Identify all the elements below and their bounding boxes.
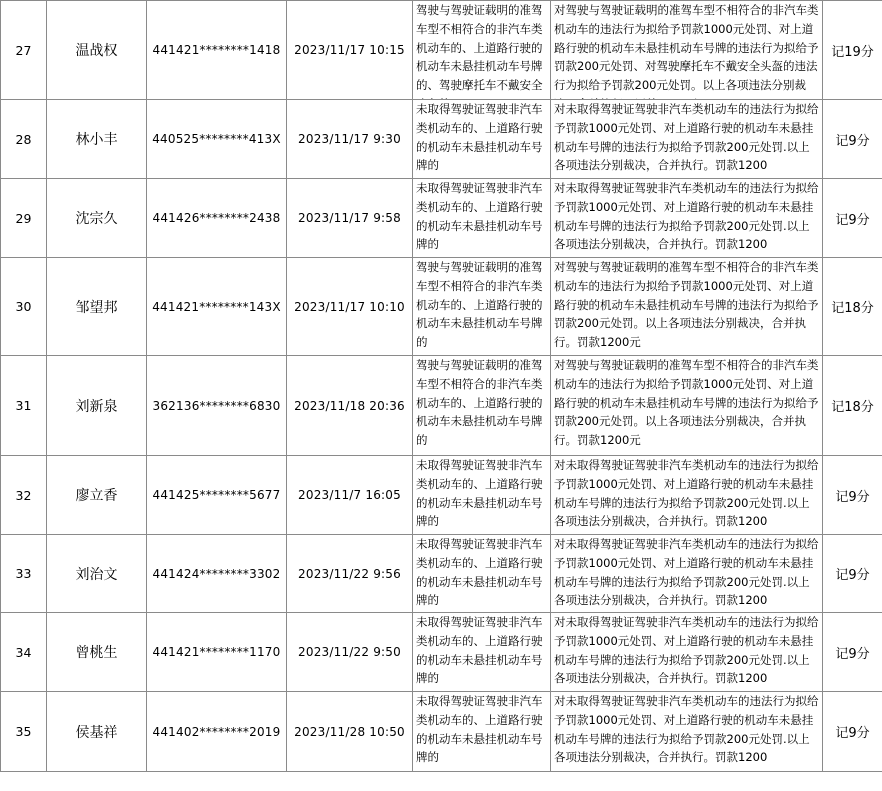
penalty-points-cell xyxy=(823,100,882,179)
table-row xyxy=(1,613,882,692)
person-name-cell xyxy=(47,535,147,613)
table-row xyxy=(1,100,882,179)
row-number-cell xyxy=(1,613,47,692)
violation-time: 2023/11/17 10:10 xyxy=(294,299,405,314)
id-number: 362136********6830 xyxy=(152,398,281,413)
row-number-cell xyxy=(1,100,47,179)
id-number: 440525********413X xyxy=(152,132,281,146)
person-name-cell xyxy=(47,692,147,772)
row-number-cell xyxy=(1,535,47,613)
row-number: 29 xyxy=(15,210,32,226)
table-row xyxy=(1,1,882,100)
id-number-cell xyxy=(147,1,287,100)
id-number-cell xyxy=(147,356,287,456)
penalty-description-cell xyxy=(551,1,823,100)
violation-time: 2023/11/28 10:50 xyxy=(294,724,405,739)
violation-time: 2023/11/17 10:15 xyxy=(294,43,405,57)
row-number: 34 xyxy=(15,644,32,660)
person-name-cell xyxy=(47,613,147,692)
penalty-points: 记9分 xyxy=(835,212,870,228)
penalty-points: 记19分 xyxy=(831,44,874,60)
violation-time-cell xyxy=(287,1,413,100)
violation-time-cell xyxy=(287,100,413,179)
violation-time-cell xyxy=(287,356,413,456)
penalty-description-cell xyxy=(551,456,823,535)
table-row xyxy=(1,456,882,535)
violation-time-cell xyxy=(287,258,413,356)
row-number: 31 xyxy=(15,398,32,413)
penalty-description: 对驾驶与驾驶证载明的准驾车型不相符合的非汽车类机动车的违法行为拟给予罚款1000元处罚、对上道路行驶的机动车未悬挂机动车号牌的违法行为拟给予罚款200元处罚、对驾驶摩托车不戴安全头盔的违法行为拟给予罚款200元处罚。以上各项违法分别裁 xyxy=(554,3,819,93)
person-name: 邹望邦 xyxy=(75,299,118,316)
penalty-description: 对未取得驾驶证驾驶非汽车类机动车的违法行为拟给予罚款1000元处罚、对上道路行驶的机动车未悬挂机动车号牌的违法行为拟给予罚款200元处罚.以上各项违法分别裁决，合并执行。罚款1200 xyxy=(554,537,819,608)
id-number: 441421********1418 xyxy=(152,43,281,57)
person-name: 沈宗久 xyxy=(75,211,118,227)
penalty-points: 记18分 xyxy=(831,301,874,316)
table-row xyxy=(1,692,882,772)
person-name: 刘新泉 xyxy=(75,398,118,415)
violation-description-cell xyxy=(413,692,551,772)
violation-time: 2023/11/22 9:50 xyxy=(298,645,401,659)
id-number: 441421********143X xyxy=(152,299,281,314)
penalty-description-cell xyxy=(551,356,823,456)
id-number: 441402********2019 xyxy=(152,724,281,739)
row-number-cell xyxy=(1,356,47,456)
row-number-cell xyxy=(1,456,47,535)
person-name-cell xyxy=(47,456,147,535)
penalty-points: 记9分 xyxy=(835,133,870,149)
penalty-description-cell xyxy=(551,613,823,692)
row-number-cell xyxy=(1,179,47,258)
id-number-cell xyxy=(147,692,287,772)
penalty-description-cell xyxy=(551,692,823,772)
person-name: 廖立香 xyxy=(75,488,118,504)
row-number: 32 xyxy=(15,487,32,503)
row-number: 35 xyxy=(15,724,32,739)
id-number-cell xyxy=(147,179,287,258)
row-number-cell xyxy=(1,1,47,100)
table-row xyxy=(1,535,882,613)
person-name: 曾桃生 xyxy=(75,645,118,661)
id-number-cell xyxy=(147,613,287,692)
row-number-cell xyxy=(1,258,47,356)
person-name: 侯基祥 xyxy=(75,724,118,741)
id-number-cell xyxy=(147,100,287,179)
penalty-points-cell xyxy=(823,356,882,456)
violation-description: 未取得驾驶证驾驶非汽车类机动车的、上道路行驶的机动车未悬挂机动车号牌的 xyxy=(416,181,543,252)
penalty-description-cell xyxy=(551,535,823,613)
id-number-cell xyxy=(147,456,287,535)
person-name-cell xyxy=(47,356,147,456)
violation-description-cell xyxy=(413,613,551,692)
id-number: 441421********1170 xyxy=(152,645,281,659)
penalty-points-cell xyxy=(823,535,882,613)
penalty-description: 对未取得驾驶证驾驶非汽车类机动车的违法行为拟给予罚款1000元处罚、对上道路行驶的机动车未悬挂机动车号牌的违法行为拟给予罚款200元处罚.以上各项违法分别裁决，合并执行。罚款1200 xyxy=(554,694,819,765)
row-number-cell xyxy=(1,692,47,772)
penalty-points-cell xyxy=(823,1,882,100)
penalty-points: 记9分 xyxy=(835,489,870,505)
violation-description: 未取得驾驶证驾驶非汽车类机动车的、上道路行驶的机动车未悬挂机动车号牌的 xyxy=(416,615,543,686)
table-body xyxy=(1,1,882,772)
id-number-cell xyxy=(147,258,287,356)
row-number: 28 xyxy=(15,131,32,147)
table-row xyxy=(1,356,882,456)
penalty-description: 对未取得驾驶证驾驶非汽车类机动车的违法行为拟给予罚款1000元处罚、对上道路行驶的机动车未悬挂机动车号牌的违法行为拟给予罚款200元处罚.以上各项违法分别裁决，合并执行。罚款1200 xyxy=(554,102,819,173)
violation-description-cell xyxy=(413,456,551,535)
violation-time-cell xyxy=(287,456,413,535)
penalty-description-cell xyxy=(551,100,823,179)
violation-description-cell xyxy=(413,1,551,100)
penalty-points-cell xyxy=(823,179,882,258)
violation-description: 未取得驾驶证驾驶非汽车类机动车的、上道路行驶的机动车未悬挂机动车号牌的 xyxy=(416,458,543,529)
row-number: 33 xyxy=(15,566,32,581)
person-name-cell xyxy=(47,258,147,356)
person-name-cell xyxy=(47,1,147,100)
penalty-description: 对驾驶与驾驶证载明的准驾车型不相符合的非汽车类机动车的违法行为拟给予罚款1000元处罚、对上道路行驶的机动车未悬挂机动车号牌的违法行为拟给予罚款200元处罚。以上各项违法分别裁决，合并执行。罚款1200元 xyxy=(554,260,819,350)
violation-time-cell xyxy=(287,613,413,692)
violation-time: 2023/11/17 9:30 xyxy=(298,132,401,146)
row-number: 30 xyxy=(15,299,32,314)
penalty-description-cell xyxy=(551,179,823,258)
penalty-description: 对未取得驾驶证驾驶非汽车类机动车的违法行为拟给予罚款1000元处罚、对上道路行驶的机动车未悬挂机动车号牌的违法行为拟给予罚款200元处罚.以上各项违法分别裁决，合并执行。罚款1200 xyxy=(554,458,819,529)
penalty-points-cell xyxy=(823,258,882,356)
penalty-points: 记9分 xyxy=(835,646,870,662)
violation-description-cell xyxy=(413,356,551,456)
penalty-description: 对未取得驾驶证驾驶非汽车类机动车的违法行为拟给予罚款1000元处罚、对上道路行驶的机动车未悬挂机动车号牌的违法行为拟给予罚款200元处罚.以上各项违法分别裁决，合并执行。罚款1200 xyxy=(554,615,819,686)
violation-description: 驾驶与驾驶证载明的准驾车型不相符合的非汽车类机动车的、上道路行驶的机动车未悬挂机动车号牌的 xyxy=(416,358,543,448)
table-row xyxy=(1,258,882,356)
penalty-points-cell xyxy=(823,692,882,772)
penalty-description: 对驾驶与驾驶证载明的准驾车型不相符合的非汽车类机动车的违法行为拟给予罚款1000元处罚、对上道路行驶的机动车未悬挂机动车号牌的违法行为拟给予罚款200元处罚。以上各项违法分别裁决，合并执行。罚款1200元 xyxy=(554,358,819,448)
penalty-points: 记18分 xyxy=(831,400,874,415)
violation-description: 未取得驾驶证驾驶非汽车类机动车的、上道路行驶的机动车未悬挂机动车号牌的 xyxy=(416,537,543,608)
table-row xyxy=(1,179,882,258)
penalty-description: 对未取得驾驶证驾驶非汽车类机动车的违法行为拟给予罚款1000元处罚、对上道路行驶的机动车未悬挂机动车号牌的违法行为拟给予罚款200元处罚.以上各项违法分别裁决，合并执行。罚款1200 xyxy=(554,181,819,252)
id-number: 441424********3302 xyxy=(152,566,281,581)
violation-time: 2023/11/17 9:58 xyxy=(298,211,401,225)
violation-description-cell xyxy=(413,535,551,613)
violation-time: 2023/11/22 9:56 xyxy=(298,566,401,581)
violation-description: 未取得驾驶证驾驶非汽车类机动车的、上道路行驶的机动车未悬挂机动车号牌的 xyxy=(416,694,543,765)
person-name-cell xyxy=(47,179,147,258)
violation-time: 2023/11/7 16:05 xyxy=(298,488,401,502)
penalty-points-cell xyxy=(823,613,882,692)
violation-time-cell xyxy=(287,179,413,258)
id-number: 441426********2438 xyxy=(152,211,281,225)
id-number: 441425********5677 xyxy=(152,488,281,502)
penalty-points: 记9分 xyxy=(835,726,870,741)
id-number-cell xyxy=(147,535,287,613)
penalty-points-cell xyxy=(823,456,882,535)
person-name: 林小丰 xyxy=(75,132,118,148)
violation-time: 2023/11/18 20:36 xyxy=(294,398,405,413)
violation-description-cell xyxy=(413,100,551,179)
row-number: 27 xyxy=(15,42,32,58)
person-name: 温战权 xyxy=(75,43,118,59)
violation-description: 驾驶与驾驶证载明的准驾车型不相符合的非汽车类机动车的、上道路行驶的机动车未悬挂机动车号牌的、驾驶摩托车不戴安全 xyxy=(416,3,543,93)
violation-time-cell xyxy=(287,692,413,772)
violation-description: 未取得驾驶证驾驶非汽车类机动车的、上道路行驶的机动车未悬挂机动车号牌的 xyxy=(416,102,543,173)
violation-description-cell xyxy=(413,258,551,356)
penalty-points: 记9分 xyxy=(835,568,870,583)
person-name: 刘治文 xyxy=(75,566,118,583)
penalty-description-cell xyxy=(551,258,823,356)
person-name-cell xyxy=(47,100,147,179)
violation-description: 驾驶与驾驶证载明的准驾车型不相符合的非汽车类机动车的、上道路行驶的机动车未悬挂机动车号牌的 xyxy=(416,260,543,350)
violation-description-cell xyxy=(413,179,551,258)
violation-time-cell xyxy=(287,535,413,613)
